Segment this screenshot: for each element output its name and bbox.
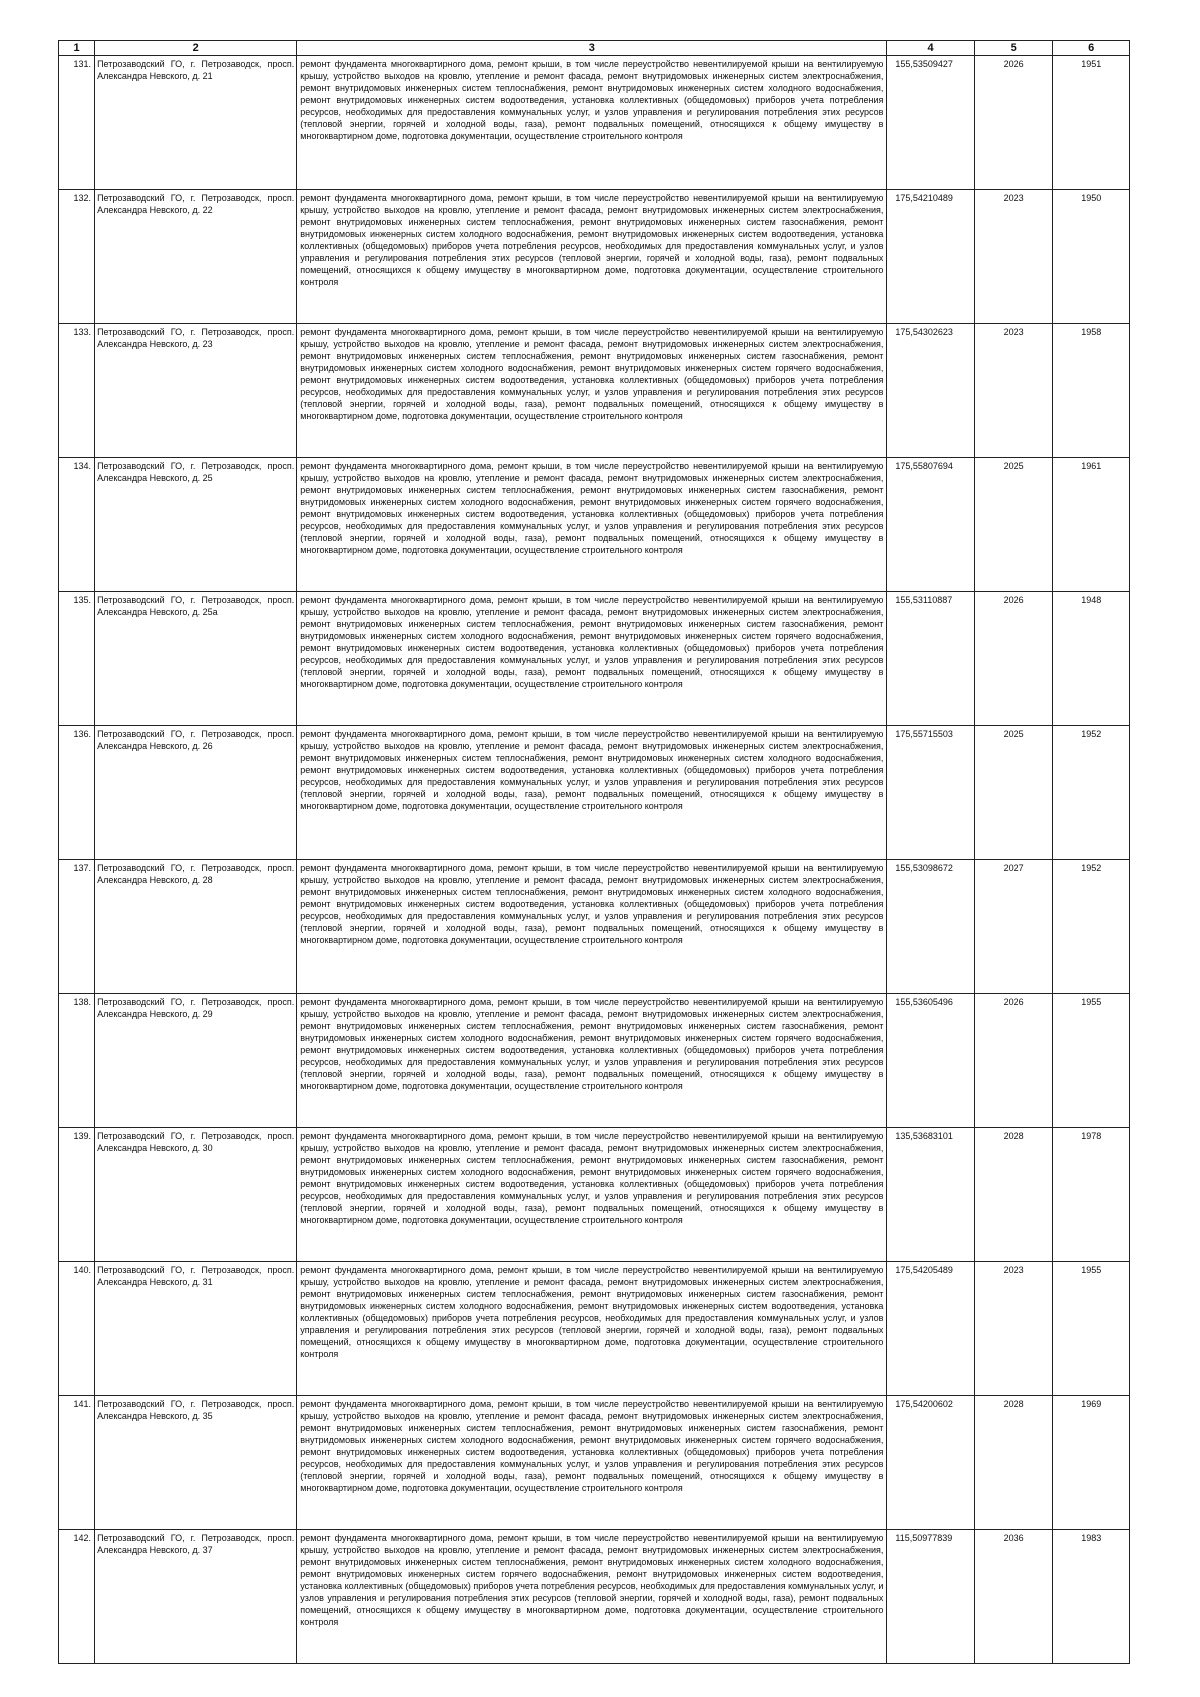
column-header: 5	[974, 41, 1053, 56]
row-number: 134.	[59, 458, 95, 592]
row-works: ремонт фундамента многоквартирного дома, ремонт крыши, в том числе переустройство невентилируемой крыши на вентилируемую крышу, устройство выходов на кровлю, утепление и ремонт фасада, ремонт внутридомовых инженерных систем электроснабжения, ремонт внутридомовых инженерных систем теплоснабжения, ремонт внутридомовых инженерных систем холодного водоснабжения, ремонт внутридомовых инженерных систем водоотведения, установка коллективных (общедомовых) приборов учета потребления ресурсов, необходимых для предоставления коммунальных услуг, и узлов управления и регулирования потребления этих ресурсов (тепловой энергии, горячей и холодной воды, газа), ремонт подвальных помещений, относящихся к общему имуществу в многоквартирном доме, подготовка документации, осуществление строительного контроля	[297, 860, 887, 994]
row-year: 2036	[974, 1530, 1053, 1664]
table-row	[59, 1396, 1130, 1530]
row-number: 132.	[59, 190, 95, 324]
row-built-year: 1983	[1053, 1530, 1130, 1664]
row-address: Петрозаводский ГО, г. Петрозаводск, просп. Александра Невского, д. 30	[95, 1128, 297, 1262]
row-address: Петрозаводский ГО, г. Петрозаводск, просп. Александра Невского, д. 26	[95, 726, 297, 860]
row-works: ремонт фундамента многоквартирного дома, ремонт крыши, в том числе переустройство невентилируемой крыши на вентилируемую крышу, устройство выходов на кровлю, утепление и ремонт фасада, ремонт внутридомовых инженерных систем электроснабжения, ремонт внутридомовых инженерных систем теплоснабжения, ремонт внутридомовых инженерных систем газоснабжения, ремонт внутридомовых инженерных систем холодного водоснабжения, ремонт внутридомовых инженерных систем водоотведения, установка коллективных (общедомовых) приборов учета потребления ресурсов, необходимых для предоставления коммунальных услуг, и узлов управления и регулирования потребления этих ресурсов (тепловой энергии, горячей и холодной воды, газа), ремонт подвальных помещений, относящихся к общему имуществу в многоквартирном доме, подготовка документации, осуществление строительного контроля	[297, 1262, 887, 1396]
table-row	[59, 860, 1130, 994]
row-year: 2023	[974, 1262, 1053, 1396]
table-row	[59, 592, 1130, 726]
row-cost: 175,54302623	[887, 324, 974, 458]
row-address: Петрозаводский ГО, г. Петрозаводск, просп. Александра Невского, д. 25	[95, 458, 297, 592]
row-address: Петрозаводский ГО, г. Петрозаводск, просп. Александра Невского, д. 23	[95, 324, 297, 458]
row-works: ремонт фундамента многоквартирного дома, ремонт крыши, в том числе переустройство невентилируемой крыши на вентилируемую крышу, устройство выходов на кровлю, утепление и ремонт фасада, ремонт внутридомовых инженерных систем электроснабжения, ремонт внутридомовых инженерных систем теплоснабжения, ремонт внутридомовых инженерных систем газоснабжения, ремонт внутридомовых инженерных систем холодного водоснабжения, ремонт внутридомовых инженерных систем горячего водоснабжения, ремонт внутридомовых инженерных систем водоотведения, установка коллективных (общедомовых) приборов учета потребления ресурсов, необходимых для предоставления коммунальных услуг, и узлов управления и регулирования потребления этих ресурсов (тепловой энергии, горячей и холодной воды, газа), ремонт подвальных помещений, относящихся к общему имуществу в многоквартирном доме, подготовка документации, осуществление строительного контроля	[297, 458, 887, 592]
row-works: ремонт фундамента многоквартирного дома, ремонт крыши, в том числе переустройство невентилируемой крыши на вентилируемую крышу, устройство выходов на кровлю, утепление и ремонт фасада, ремонт внутридомовых инженерных систем электроснабжения, ремонт внутридомовых инженерных систем теплоснабжения, ремонт внутридомовых инженерных систем холодного водоснабжения, ремонт внутридомовых инженерных систем водоотведения, установка коллективных (общедомовых) приборов учета потребления ресурсов, необходимых для предоставления коммунальных услуг, и узлов управления и регулирования потребления этих ресурсов (тепловой энергии, горячей и холодной воды, газа), ремонт подвальных помещений, относящихся к общему имуществу в многоквартирном доме, подготовка документации, осуществление строительного контроля	[297, 726, 887, 860]
row-address: Петрозаводский ГО, г. Петрозаводск, просп. Александра Невского, д. 25а	[95, 592, 297, 726]
row-built-year: 1952	[1053, 726, 1130, 860]
row-works: ремонт фундамента многоквартирного дома, ремонт крыши, в том числе переустройство невентилируемой крыши на вентилируемую крышу, устройство выходов на кровлю, утепление и ремонт фасада, ремонт внутридомовых инженерных систем электроснабжения, ремонт внутридомовых инженерных систем теплоснабжения, ремонт внутридомовых инженерных систем газоснабжения, ремонт внутридомовых инженерных систем холодного водоснабжения, ремонт внутридомовых инженерных систем горячего водоснабжения, ремонт внутридомовых инженерных систем водоотведения, установка коллективных (общедомовых) приборов учета потребления ресурсов, необходимых для предоставления коммунальных услуг, и узлов управления и регулирования потребления этих ресурсов (тепловой энергии, горячей и холодной воды, газа), ремонт подвальных помещений, относящихся к общему имуществу в многоквартирном доме, подготовка документации, осуществление строительного контроля	[297, 592, 887, 726]
column-header: 1	[59, 41, 95, 56]
table-row	[59, 458, 1130, 592]
table-row	[59, 1128, 1130, 1262]
row-cost: 135,53683101	[887, 1128, 974, 1262]
row-cost: 175,54210489	[887, 190, 974, 324]
column-header: 3	[297, 41, 887, 56]
table-row	[59, 56, 1130, 190]
row-works: ремонт фундамента многоквартирного дома, ремонт крыши, в том числе переустройство невентилируемой крыши на вентилируемую крышу, устройство выходов на кровлю, утепление и ремонт фасада, ремонт внутридомовых инженерных систем электроснабжения, ремонт внутридомовых инженерных систем теплоснабжения, ремонт внутридомовых инженерных систем газоснабжения, ремонт внутридомовых инженерных систем холодного водоснабжения, ремонт внутридомовых инженерных систем горячего водоснабжения, ремонт внутридомовых инженерных систем водоотведения, установка коллективных (общедомовых) приборов учета потребления ресурсов, необходимых для предоставления коммунальных услуг, и узлов управления и регулирования потребления этих ресурсов (тепловой энергии, горячей и холодной воды, газа), ремонт подвальных помещений, относящихся к общему имуществу в многоквартирном доме, подготовка документации, осуществление строительного контроля	[297, 994, 887, 1128]
table-header-row	[59, 41, 1130, 56]
row-number: 136.	[59, 726, 95, 860]
row-built-year: 1951	[1053, 56, 1130, 190]
row-year: 2028	[974, 1128, 1053, 1262]
row-built-year: 1955	[1053, 1262, 1130, 1396]
row-address: Петрозаводский ГО, г. Петрозаводск, просп. Александра Невского, д. 37	[95, 1530, 297, 1664]
row-built-year: 1958	[1053, 324, 1130, 458]
row-cost: 155,53605496	[887, 994, 974, 1128]
table-row	[59, 1530, 1130, 1664]
row-cost: 155,53509427	[887, 56, 974, 190]
row-cost: 175,55715503	[887, 726, 974, 860]
row-number: 133.	[59, 324, 95, 458]
row-number: 139.	[59, 1128, 95, 1262]
row-address: Петрозаводский ГО, г. Петрозаводск, просп. Александра Невского, д. 29	[95, 994, 297, 1128]
row-built-year: 1961	[1053, 458, 1130, 592]
table-row	[59, 190, 1130, 324]
row-address: Петрозаводский ГО, г. Петрозаводск, просп. Александра Невского, д. 22	[95, 190, 297, 324]
row-cost: 175,54200602	[887, 1396, 974, 1530]
row-number: 142.	[59, 1530, 95, 1664]
row-works: ремонт фундамента многоквартирного дома, ремонт крыши, в том числе переустройство невентилируемой крыши на вентилируемую крышу, устройство выходов на кровлю, утепление и ремонт фасада, ремонт внутридомовых инженерных систем электроснабжения, ремонт внутридомовых инженерных систем теплоснабжения, ремонт внутридомовых инженерных систем газоснабжения, ремонт внутридомовых инженерных систем холодного водоснабжения, ремонт внутридомовых инженерных систем горячего водоснабжения, ремонт внутридомовых инженерных систем водоотведения, установка коллективных (общедомовых) приборов учета потребления ресурсов, необходимых для предоставления коммунальных услуг, и узлов управления и регулирования потребления этих ресурсов (тепловой энергии, горячей и холодной воды, газа), ремонт подвальных помещений, относящихся к общему имуществу в многоквартирном доме, подготовка документации, осуществление строительного контроля	[297, 1128, 887, 1262]
row-year: 2026	[974, 994, 1053, 1128]
row-number: 141.	[59, 1396, 95, 1530]
row-cost: 155,53110887	[887, 592, 974, 726]
row-built-year: 1955	[1053, 994, 1130, 1128]
row-works: ремонт фундамента многоквартирного дома, ремонт крыши, в том числе переустройство невентилируемой крыши на вентилируемую крышу, устройство выходов на кровлю, утепление и ремонт фасада, ремонт внутридомовых инженерных систем электроснабжения, ремонт внутридомовых инженерных систем теплоснабжения, ремонт внутридомовых инженерных систем холодного водоснабжения, ремонт внутридомовых инженерных систем горячего водоснабжения, ремонт внутридомовых инженерных систем водоотведения, установка коллективных (общедомовых) приборов учета потребления ресурсов, необходимых для предоставления коммунальных услуг, и узлов управления и регулирования потребления этих ресурсов (тепловой энергии, горячей и холодной воды, газа), ремонт подвальных помещений, относящихся к общему имуществу в многоквартирном доме, подготовка документации, осуществление строительного контроля	[297, 1530, 887, 1664]
row-built-year: 1952	[1053, 860, 1130, 994]
row-address: Петрозаводский ГО, г. Петрозаводск, просп. Александра Невского, д. 35	[95, 1396, 297, 1530]
row-built-year: 1969	[1053, 1396, 1130, 1530]
row-cost: 155,53098672	[887, 860, 974, 994]
column-header: 2	[95, 41, 297, 56]
row-year: 2025	[974, 726, 1053, 860]
column-header: 4	[887, 41, 974, 56]
row-address: Петрозаводский ГО, г. Петрозаводск, просп. Александра Невского, д. 28	[95, 860, 297, 994]
document-page	[58, 40, 1130, 1664]
row-cost: 175,55807694	[887, 458, 974, 592]
row-number: 138.	[59, 994, 95, 1128]
row-cost: 115,50977839	[887, 1530, 974, 1664]
column-header: 6	[1053, 41, 1130, 56]
row-built-year: 1978	[1053, 1128, 1130, 1262]
row-year: 2023	[974, 324, 1053, 458]
row-year: 2028	[974, 1396, 1053, 1530]
row-year: 2023	[974, 190, 1053, 324]
row-works: ремонт фундамента многоквартирного дома, ремонт крыши, в том числе переустройство невентилируемой крыши на вентилируемую крышу, устройство выходов на кровлю, утепление и ремонт фасада, ремонт внутридомовых инженерных систем электроснабжения, ремонт внутридомовых инженерных систем теплоснабжения, ремонт внутридомовых инженерных систем газоснабжения, ремонт внутридомовых инженерных систем холодного водоснабжения, ремонт внутридомовых инженерных систем горячего водоснабжения, ремонт внутридомовых инженерных систем водоотведения, установка коллективных (общедомовых) приборов учета потребления ресурсов, необходимых для предоставления коммунальных услуг, и узлов управления и регулирования потребления этих ресурсов (тепловой энергии, горячей и холодной воды, газа), ремонт подвальных помещений, относящихся к общему имуществу в многоквартирном доме, подготовка документации, осуществление строительного контроля	[297, 324, 887, 458]
table-row	[59, 1262, 1130, 1396]
row-address: Петрозаводский ГО, г. Петрозаводск, просп. Александра Невского, д. 31	[95, 1262, 297, 1396]
row-address: Петрозаводский ГО, г. Петрозаводск, просп. Александра Невского, д. 21	[95, 56, 297, 190]
row-number: 137.	[59, 860, 95, 994]
row-year: 2025	[974, 458, 1053, 592]
row-number: 135.	[59, 592, 95, 726]
row-built-year: 1950	[1053, 190, 1130, 324]
table-row	[59, 324, 1130, 458]
row-cost: 175,54205489	[887, 1262, 974, 1396]
row-year: 2026	[974, 592, 1053, 726]
row-number: 131.	[59, 56, 95, 190]
row-works: ремонт фундамента многоквартирного дома, ремонт крыши, в том числе переустройство невентилируемой крыши на вентилируемую крышу, устройство выходов на кровлю, утепление и ремонт фасада, ремонт внутридомовых инженерных систем электроснабжения, ремонт внутридомовых инженерных систем теплоснабжения, ремонт внутридомовых инженерных систем газоснабжения, ремонт внутридомовых инженерных систем холодного водоснабжения, ремонт внутридомовых инженерных систем водоотведения, установка коллективных (общедомовых) приборов учета потребления ресурсов, необходимых для предоставления коммунальных услуг, и узлов управления и регулирования потребления этих ресурсов (тепловой энергии, горячей и холодной воды, газа), ремонт подвальных помещений, относящихся к общему имуществу в многоквартирном доме, подготовка документации, осуществление строительного контроля	[297, 190, 887, 324]
repair-program-table	[58, 40, 1130, 1664]
row-built-year: 1948	[1053, 592, 1130, 726]
row-number: 140.	[59, 1262, 95, 1396]
table-row	[59, 726, 1130, 860]
table-row	[59, 994, 1130, 1128]
row-year: 2027	[974, 860, 1053, 994]
row-works: ремонт фундамента многоквартирного дома, ремонт крыши, в том числе переустройство невентилируемой крыши на вентилируемую крышу, устройство выходов на кровлю, утепление и ремонт фасада, ремонт внутридомовых инженерных систем электроснабжения, ремонт внутридомовых инженерных систем теплоснабжения, ремонт внутридомовых инженерных систем газоснабжения, ремонт внутридомовых инженерных систем холодного водоснабжения, ремонт внутридомовых инженерных систем горячего водоснабжения, ремонт внутридомовых инженерных систем водоотведения, установка коллективных (общедомовых) приборов учета потребления ресурсов, необходимых для предоставления коммунальных услуг, и узлов управления и регулирования потребления этих ресурсов (тепловой энергии, горячей и холодной воды, газа), ремонт подвальных помещений, относящихся к общему имуществу в многоквартирном доме, подготовка документации, осуществление строительного контроля	[297, 1396, 887, 1530]
row-works: ремонт фундамента многоквартирного дома, ремонт крыши, в том числе переустройство невентилируемой крыши на вентилируемую крышу, устройство выходов на кровлю, утепление и ремонт фасада, ремонт внутридомовых инженерных систем электроснабжения, ремонт внутридомовых инженерных систем теплоснабжения, ремонт внутридомовых инженерных систем холодного водоснабжения, ремонт внутридомовых инженерных систем водоотведения, установка коллективных (общедомовых) приборов учета потребления ресурсов, необходимых для предоставления коммунальных услуг, и узлов управления и регулирования потребления этих ресурсов (тепловой энергии, горячей и холодной воды, газа), ремонт подвальных помещений, относящихся к общему имуществу в многоквартирном доме, подготовка документации, осуществление строительного контроля	[297, 56, 887, 190]
row-year: 2026	[974, 56, 1053, 190]
